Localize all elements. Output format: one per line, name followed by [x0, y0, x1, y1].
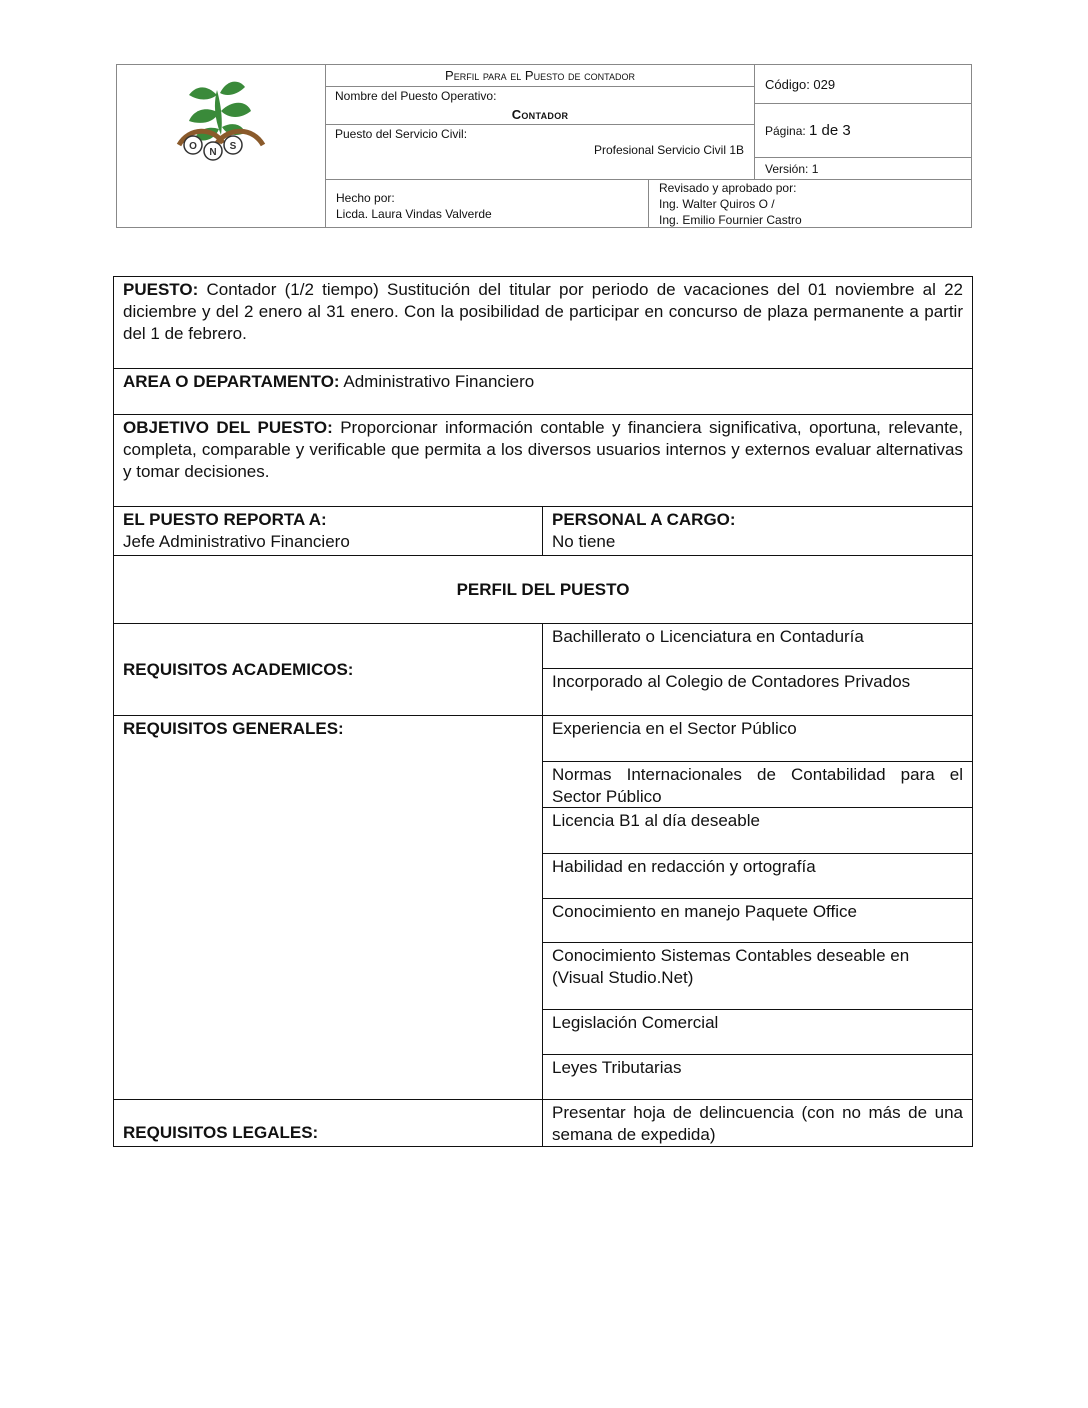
personal-cell	[543, 507, 973, 556]
revisado-name-2: Ing. Emilio Fournier Castro	[659, 213, 802, 227]
puesto-text: Contador (1/2 tiempo) Sustitución del titular por periodo de vacaciones del 01 noviembre al 22 diciembre y del 2 enero al 31 enero. Con la posibilidad de participar en concurso de plaza permanente a partir del 1 de febrero.	[123, 280, 963, 343]
legales-row	[114, 1100, 973, 1147]
academicos-item: Incorporado al Colegio de Contadores Privados	[552, 672, 911, 691]
codigo: Código: 029	[755, 65, 971, 104]
servicio-civil-value: Profesional Servicio Civil 1B	[593, 143, 744, 157]
generales-item: Habilidad en redacción y ortografía	[543, 854, 972, 899]
servicio-civil-label: Puesto del Servicio Civil:	[335, 127, 468, 141]
area-row	[114, 369, 973, 415]
academicos-label: REQUISITOS ACADEMICOS:	[114, 624, 543, 716]
legales-item: Presentar hoja de delincuencia (con no más de una semana de expedida)	[552, 1103, 963, 1144]
objetivo-row	[114, 415, 973, 507]
objetivo-cell	[114, 415, 973, 507]
legales-label: REQUISITOS LEGALES:	[114, 1100, 543, 1147]
puesto-cell	[114, 277, 973, 369]
ons-logo	[117, 65, 326, 227]
generales-item: Licencia B1 al día deseable	[543, 808, 972, 854]
area-label: AREA O DEPARTAMENTO:	[123, 372, 340, 391]
puesto-label: PUESTO:	[123, 280, 199, 299]
version: Versión: 1	[755, 158, 971, 180]
puesto-row	[114, 277, 973, 369]
revisado-name-1: Ing. Walter Quiros O /	[659, 197, 775, 211]
area-text: Administrativo Financiero	[343, 372, 535, 391]
svg-text:O: O	[189, 141, 197, 152]
svg-text:S: S	[229, 141, 237, 152]
nombre-puesto-cell	[326, 87, 755, 125]
generales-item: Normas Internacionales de Contabilidad para el Sector Público	[543, 762, 972, 808]
hecho-por-value: Licda. Laura Vindas Valverde	[336, 207, 492, 221]
revisado-label: Revisado y aprobado por:	[659, 181, 797, 195]
personal-label: PERSONAL A CARGO:	[552, 510, 736, 529]
area-cell	[114, 369, 973, 415]
reporta-label: EL PUESTO REPORTA A:	[123, 510, 327, 529]
pagina-cell	[755, 104, 971, 158]
pagina-label: Página:	[765, 124, 806, 138]
objetivo-text: Proporcionar información contable y financiera significativa, oportuna, relevante, completa, comparable y verificable que permita a los diversos usuarios internos y externos evaluar alternativas y tomar decisiones.	[123, 418, 963, 481]
generales-item: Conocimiento Sistemas Contables deseable en (Visual Studio.Net)	[543, 943, 972, 1010]
personal-value: No tiene	[552, 532, 616, 551]
legales-list	[543, 1100, 973, 1147]
reporta-cell	[114, 507, 543, 556]
reporta-row	[114, 507, 973, 556]
logo-cell	[117, 65, 326, 227]
document-title: Perfil para el Puesto de contador	[326, 65, 755, 87]
generales-item: Legislación Comercial	[543, 1010, 972, 1055]
generales-label: REQUISITOS GENERALES:	[114, 716, 543, 1100]
academicos-row	[114, 624, 973, 716]
reporta-value: Jefe Administrativo Financiero	[123, 532, 350, 551]
nombre-puesto-value: Contador	[511, 107, 569, 122]
generales-item: Leyes Tributarias	[552, 1058, 682, 1077]
generales-row	[114, 716, 973, 1100]
svg-text:N: N	[209, 147, 217, 158]
hecho-por-cell	[326, 180, 649, 227]
academicos-item: Bachillerato o Licenciatura en Contaduría	[543, 624, 972, 669]
pagina-value: 1 de 3	[809, 122, 851, 139]
revisado-cell	[649, 180, 971, 227]
perfil-title-row	[114, 556, 973, 624]
objetivo-label: OBJETIVO DEL PUESTO:	[123, 418, 333, 437]
generales-item: Conocimiento en manejo Paquete Office	[543, 899, 972, 943]
nombre-puesto-label: Nombre del Puesto Operativo:	[335, 89, 497, 103]
hecho-por-label: Hecho por:	[336, 191, 395, 205]
document-header	[116, 64, 972, 228]
perfil-title: PERFIL DEL PUESTO	[114, 556, 973, 624]
generales-item: Experiencia en el Sector Público	[543, 716, 972, 762]
generales-list	[543, 716, 973, 1100]
servicio-civil-cell	[326, 125, 755, 180]
perfil-table	[113, 276, 973, 1147]
academicos-list	[543, 624, 973, 716]
